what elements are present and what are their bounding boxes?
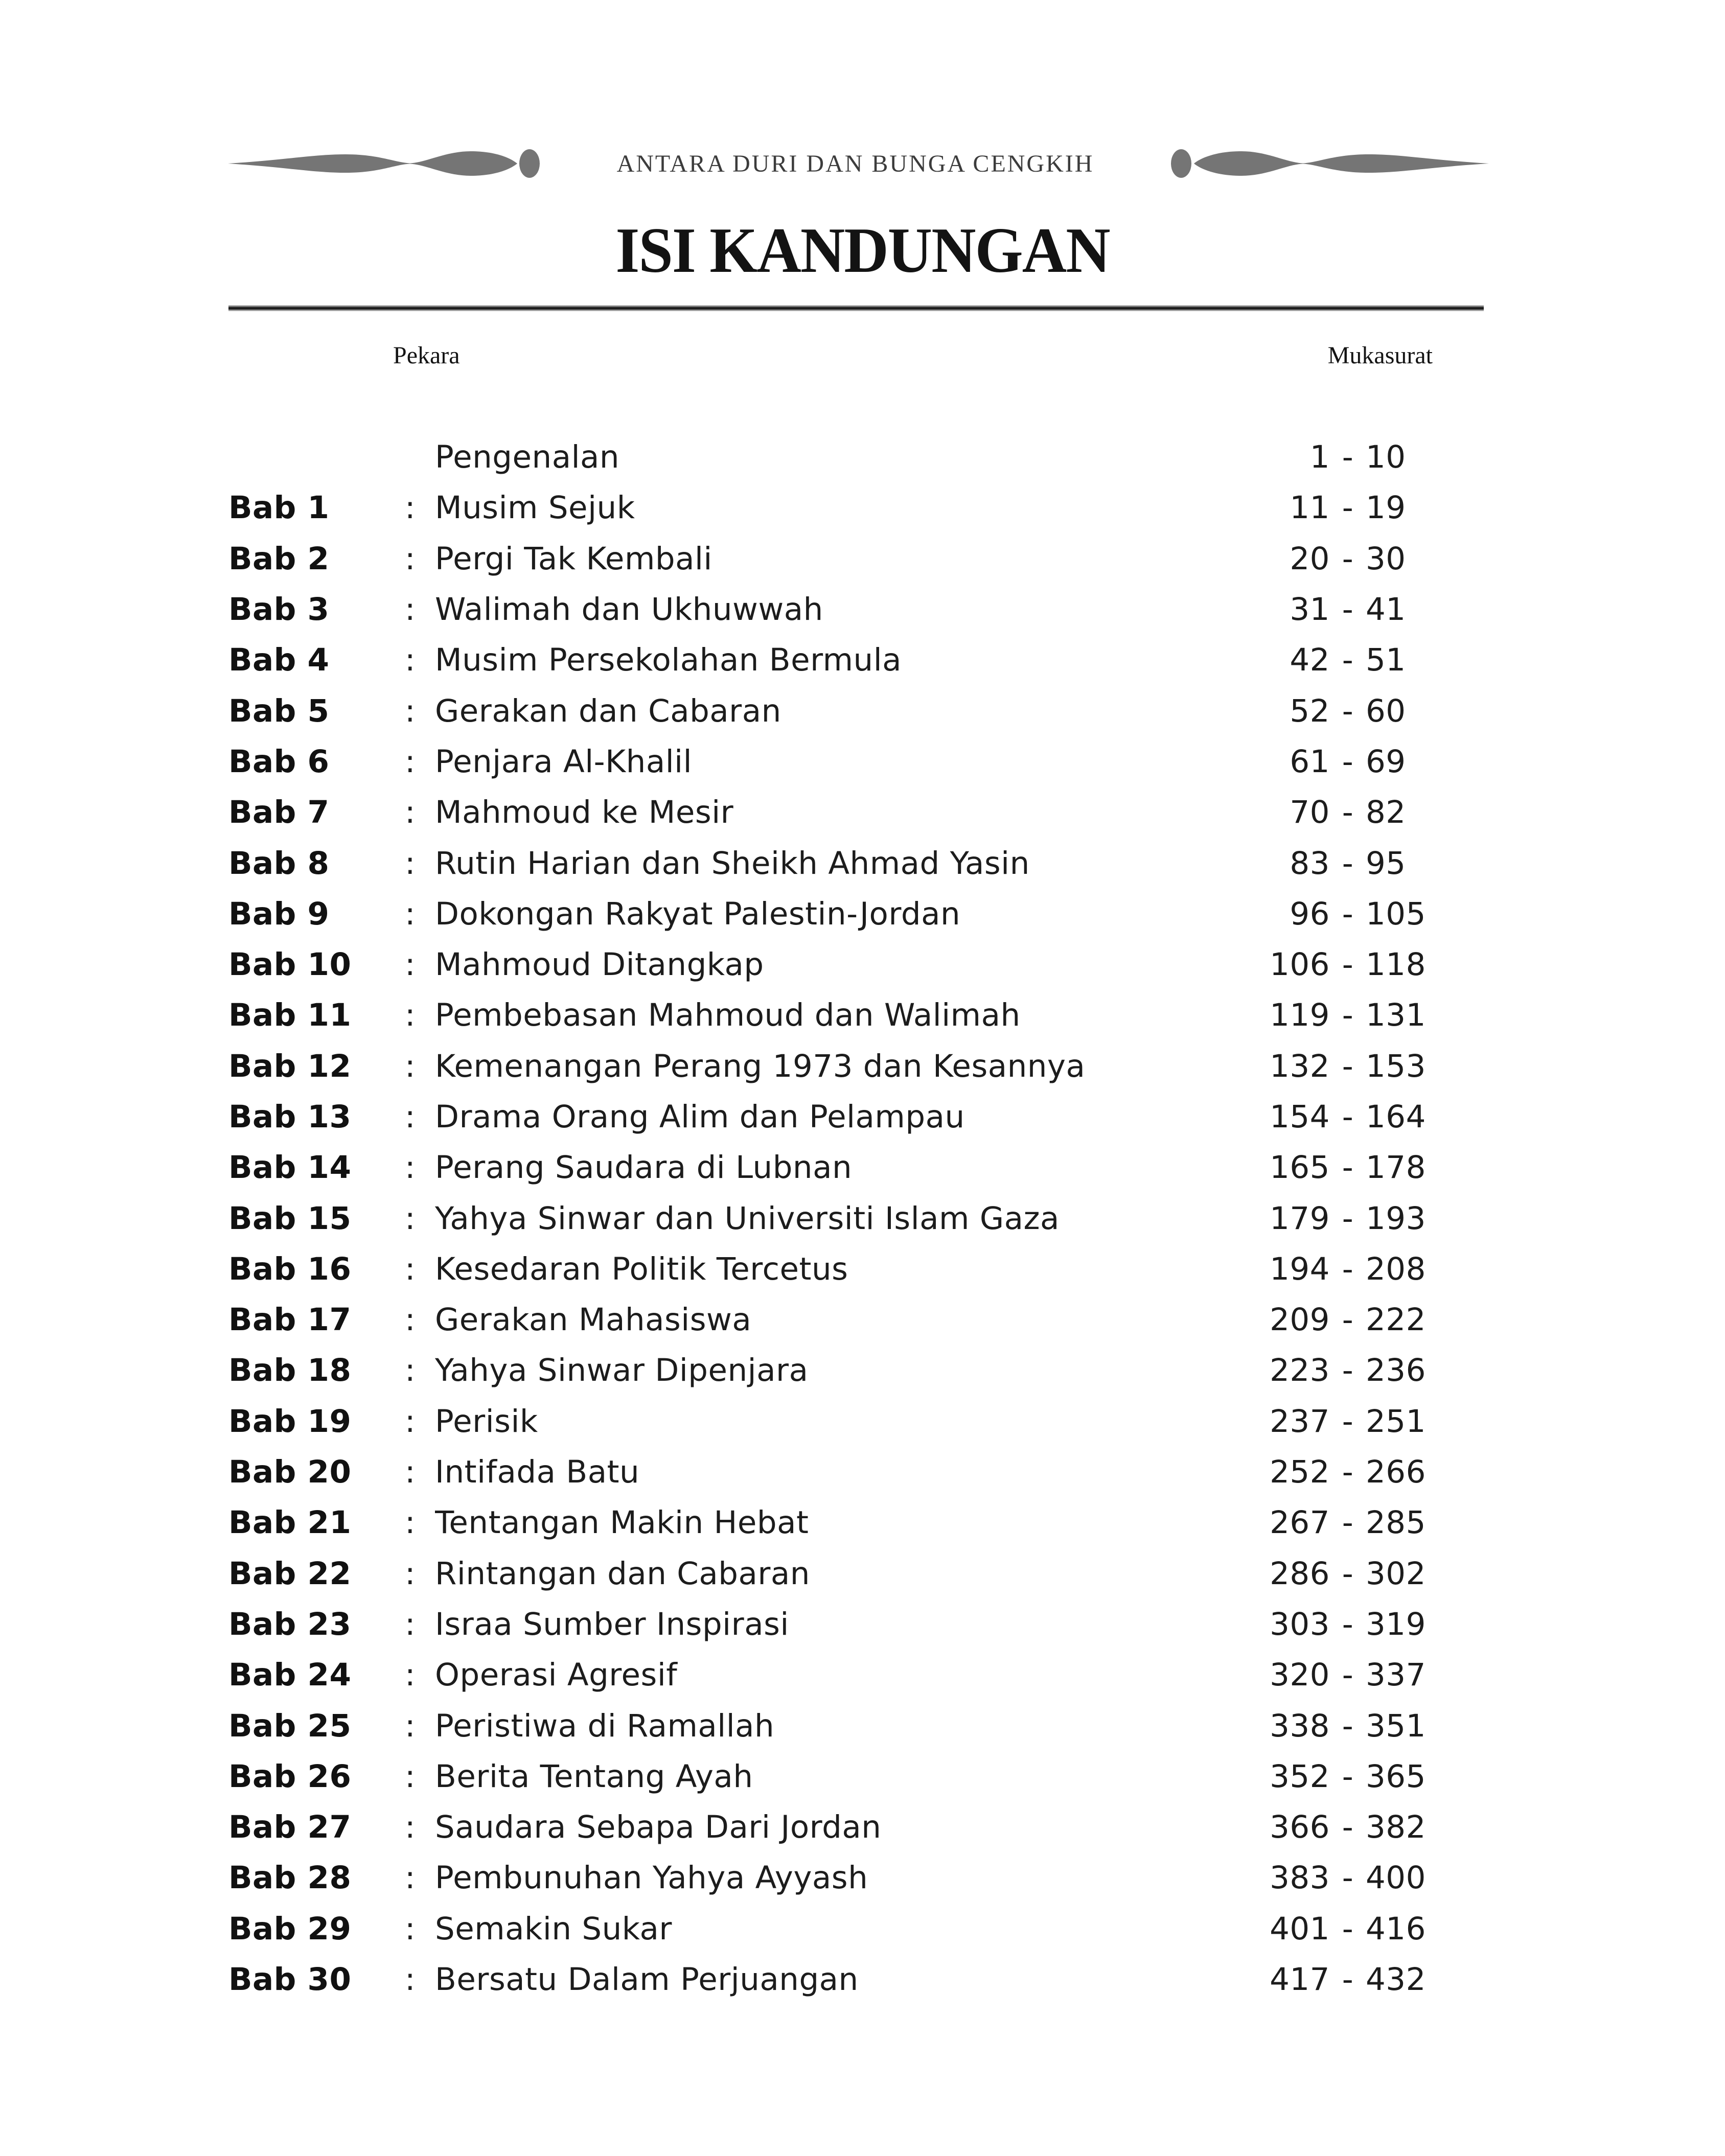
page-start: 119 — [1270, 997, 1330, 1034]
chapter-label: Bab 18 — [228, 1352, 352, 1389]
chapter-colon: : — [405, 540, 416, 577]
page-end: 319 — [1366, 1606, 1426, 1642]
chapter-title: Berita Tentang Ayah — [435, 1758, 753, 1795]
chapter-colon: : — [405, 1657, 416, 1694]
chapter-title: Musim Sejuk — [435, 490, 635, 526]
page-range — [1240, 896, 1455, 932]
chapter-title: Yahya Sinwar dan Universiti Islam Gaza — [435, 1200, 1060, 1237]
toc-row — [228, 1041, 1455, 1092]
page-end: 82 — [1366, 794, 1406, 831]
page-start: 1 — [1309, 439, 1330, 476]
chapter-title: Perisik — [435, 1403, 538, 1440]
page-dash: - — [1342, 997, 1354, 1034]
chapter-colon: : — [405, 1961, 416, 1998]
page-range — [1240, 1048, 1455, 1084]
chapter-colon: : — [405, 490, 416, 526]
chapter-title: Peristiwa di Ramallah — [435, 1707, 775, 1744]
chapter-colon: : — [405, 845, 416, 882]
chapter-title: Walimah dan Ukhuwwah — [435, 591, 823, 628]
chapter-title: Dokongan Rakyat Palestin-Jordan — [435, 895, 961, 932]
chapter-title: Rutin Harian dan Sheikh Ahmad Yasin — [435, 845, 1030, 882]
chapter-label: Bab 3 — [228, 591, 330, 628]
chapter-colon: : — [405, 1149, 416, 1186]
page-end: 178 — [1366, 1149, 1426, 1186]
chapter-colon: : — [405, 1302, 416, 1338]
page-dash: - — [1342, 743, 1354, 780]
page-start: 401 — [1270, 1910, 1330, 1947]
chapter-title: Bersatu Dalam Perjuangan — [435, 1961, 859, 1998]
page-range — [1240, 1352, 1455, 1388]
page-range — [1240, 1556, 1455, 1592]
page-range — [1240, 541, 1455, 577]
chapter-colon: : — [405, 1048, 416, 1084]
page-end: 10 — [1366, 439, 1406, 476]
chapter-label: Bab 19 — [228, 1403, 352, 1440]
page-start: 303 — [1270, 1606, 1330, 1642]
page-dash: - — [1342, 692, 1354, 729]
page-start: 209 — [1270, 1302, 1330, 1338]
page-start: 96 — [1290, 895, 1330, 932]
page-range — [1240, 1454, 1455, 1490]
page-end: 416 — [1366, 1910, 1426, 1947]
chapter-colon: : — [405, 1860, 416, 1896]
chapter-title: Rintangan dan Cabaran — [435, 1555, 810, 1592]
page-end: 285 — [1366, 1504, 1426, 1541]
toc-row — [228, 1447, 1455, 1497]
chapter-title: Tentangan Makin Hebat — [435, 1504, 809, 1541]
chapter-colon: : — [405, 1454, 416, 1491]
chapter-label: Bab 1 — [228, 490, 330, 526]
chapter-colon: : — [405, 1250, 416, 1287]
chapter-label: Bab 7 — [228, 794, 330, 831]
column-header-page: Mukasurat — [1327, 342, 1433, 369]
page-dash: - — [1342, 1910, 1354, 1947]
page-range — [1240, 1403, 1455, 1440]
page-start: 83 — [1290, 845, 1330, 882]
page-dash: - — [1342, 1657, 1354, 1694]
chapter-colon: : — [405, 1200, 416, 1237]
chapter-colon: : — [405, 895, 416, 932]
page-start: 154 — [1270, 1099, 1330, 1135]
chapter-label: Bab 12 — [228, 1048, 352, 1084]
chapter-label: Bab 25 — [228, 1707, 352, 1744]
page-range — [1240, 946, 1455, 983]
page-range — [1240, 1149, 1455, 1186]
chapter-label: Bab 24 — [228, 1657, 352, 1694]
chapter-title: Pembunuhan Yahya Ayyash — [435, 1860, 868, 1896]
page-start: 11 — [1290, 490, 1330, 526]
chapter-label: Bab 30 — [228, 1961, 352, 1998]
chapter-colon: : — [405, 946, 416, 983]
page-range — [1240, 693, 1455, 729]
page-range — [1240, 439, 1455, 475]
chapter-label: Bab 6 — [228, 743, 330, 780]
page-end: 51 — [1366, 642, 1406, 679]
page-start: 194 — [1270, 1250, 1330, 1287]
page-range — [1240, 1200, 1455, 1237]
chapter-colon: : — [405, 997, 416, 1034]
chapter-title: Musim Persekolahan Bermula — [435, 642, 902, 679]
chapter-colon: : — [405, 1403, 416, 1440]
toc-row — [228, 889, 1455, 939]
page-start: 42 — [1290, 642, 1330, 679]
chapter-label: Bab 28 — [228, 1860, 352, 1896]
page-end: 193 — [1366, 1200, 1426, 1237]
page-end: 382 — [1366, 1809, 1426, 1846]
page-end: 351 — [1366, 1707, 1426, 1744]
page-range — [1240, 1606, 1455, 1642]
chapter-label: Bab 14 — [228, 1149, 352, 1186]
page-end: 337 — [1366, 1657, 1426, 1694]
chapter-colon: : — [405, 1758, 416, 1795]
page-dash: - — [1342, 1149, 1354, 1186]
chapter-title: Intifada Batu — [435, 1454, 640, 1491]
toc-row — [228, 584, 1455, 635]
page-dash: - — [1342, 794, 1354, 831]
toc-row — [228, 1345, 1455, 1396]
chapter-label: Bab 17 — [228, 1302, 352, 1338]
chapter-title: Perang Saudara di Lubnan — [435, 1149, 853, 1186]
page-end: 400 — [1366, 1860, 1426, 1896]
chapter-label: Bab 8 — [228, 845, 330, 882]
page-range — [1240, 591, 1455, 628]
chapter-title: Mahmoud Ditangkap — [435, 946, 764, 983]
page-start: 52 — [1290, 692, 1330, 729]
chapter-colon: : — [405, 1555, 416, 1592]
toc-row — [228, 1193, 1455, 1243]
page-range — [1240, 1302, 1455, 1338]
toc-row — [228, 482, 1455, 533]
chapter-label: Bab 4 — [228, 642, 330, 679]
page-end: 266 — [1366, 1454, 1426, 1491]
page-start: 179 — [1270, 1200, 1330, 1237]
toc-row — [228, 939, 1455, 990]
page-dash: - — [1342, 1454, 1354, 1491]
chapter-colon: : — [405, 591, 416, 628]
chapter-colon: : — [405, 1099, 416, 1135]
toc-row — [228, 1548, 1455, 1599]
toc-row — [228, 787, 1455, 838]
page-start: 252 — [1270, 1454, 1330, 1491]
chapter-colon: : — [405, 1504, 416, 1541]
page-end: 208 — [1366, 1250, 1426, 1287]
chapter-label: Bab 29 — [228, 1910, 352, 1947]
page-end: 69 — [1366, 743, 1406, 780]
toc-row — [228, 1294, 1455, 1345]
chapter-colon: : — [405, 642, 416, 679]
page-range — [1240, 845, 1455, 882]
page-dash: - — [1342, 1099, 1354, 1135]
page-dash: - — [1342, 1606, 1354, 1642]
page-dash: - — [1342, 591, 1354, 628]
toc-row — [228, 1852, 1455, 1903]
page-start: 106 — [1270, 946, 1330, 983]
chapter-colon: : — [405, 1352, 416, 1389]
page-start: 223 — [1270, 1352, 1330, 1389]
page-end: 251 — [1366, 1403, 1426, 1440]
chapter-label: Bab 9 — [228, 895, 330, 932]
column-header-item: Pekara — [393, 342, 460, 369]
page-dash: - — [1342, 946, 1354, 983]
chapter-colon: : — [405, 1910, 416, 1947]
ornament-right-icon — [1170, 148, 1490, 179]
page-end: 153 — [1366, 1048, 1426, 1084]
toc-list — [228, 432, 1455, 2005]
chapter-title: Drama Orang Alim dan Pelampau — [435, 1099, 965, 1135]
page-range — [1240, 1758, 1455, 1795]
chapter-title: Kemenangan Perang 1973 dan Kesannya — [435, 1048, 1086, 1084]
page-start: 352 — [1270, 1758, 1330, 1795]
chapter-title: Israa Sumber Inspirasi — [435, 1606, 789, 1642]
page-end: 236 — [1366, 1352, 1426, 1389]
page-dash: - — [1342, 1048, 1354, 1084]
chapter-title: Gerakan dan Cabaran — [435, 692, 781, 729]
page-start: 237 — [1270, 1403, 1330, 1440]
page-start: 286 — [1270, 1555, 1330, 1592]
page-end: 60 — [1366, 692, 1406, 729]
chapter-colon: : — [405, 743, 416, 780]
page-dash: - — [1342, 1200, 1354, 1237]
chapter-label: Bab 20 — [228, 1454, 352, 1491]
page-dash: - — [1342, 1758, 1354, 1795]
chapter-title: Operasi Agresif — [435, 1657, 678, 1694]
page-dash: - — [1342, 490, 1354, 526]
toc-row — [228, 736, 1455, 787]
page-range — [1240, 1099, 1455, 1135]
page-end: 432 — [1366, 1961, 1426, 1998]
page-range — [1240, 794, 1455, 830]
page-start: 267 — [1270, 1504, 1330, 1541]
toc-row — [228, 685, 1455, 736]
page-end: 164 — [1366, 1099, 1426, 1135]
chapter-title: Yahya Sinwar Dipenjara — [435, 1352, 809, 1389]
chapter-label: Bab 13 — [228, 1099, 352, 1135]
toc-row — [228, 1396, 1455, 1447]
chapter-title: Gerakan Mahasiswa — [435, 1302, 752, 1338]
page-dash: - — [1342, 1961, 1354, 1998]
page-end: 95 — [1366, 845, 1406, 882]
page-dash: - — [1342, 1302, 1354, 1338]
toc-row — [228, 1954, 1455, 2005]
toc-row — [228, 635, 1455, 685]
chapter-label: Bab 10 — [228, 946, 352, 983]
toc-row — [228, 432, 1455, 482]
chapter-label: Bab 21 — [228, 1504, 352, 1541]
page-range — [1240, 1251, 1455, 1287]
running-title: ANTARA DURI DAN BUNGA CENGKIH — [616, 150, 1094, 177]
title-rule — [228, 305, 1484, 311]
page-header — [227, 145, 1490, 182]
page-dash: - — [1342, 1555, 1354, 1592]
toc-row — [228, 1751, 1455, 1802]
chapter-colon: : — [405, 692, 416, 729]
page-title: ISI KANDUNGAN — [615, 215, 1110, 286]
page-dash: - — [1342, 1403, 1354, 1440]
page-range — [1240, 1504, 1455, 1541]
page-dash: - — [1342, 895, 1354, 932]
toc-row — [228, 990, 1455, 1040]
page-range — [1240, 1708, 1455, 1744]
chapter-label: Bab 22 — [228, 1555, 352, 1592]
page-dash: - — [1342, 1860, 1354, 1896]
page-range — [1240, 1809, 1455, 1845]
chapter-title: Semakin Sukar — [435, 1910, 672, 1947]
page-start: 338 — [1270, 1707, 1330, 1744]
toc-row — [228, 1142, 1455, 1193]
chapter-label: Bab 11 — [228, 997, 352, 1034]
page-start: 165 — [1270, 1149, 1330, 1186]
page-end: 41 — [1366, 591, 1406, 628]
ornament-left-icon — [227, 148, 540, 179]
chapter-colon: : — [405, 794, 416, 831]
page-range — [1240, 1961, 1455, 1998]
chapter-label: Bab 26 — [228, 1758, 352, 1795]
page-start: 320 — [1270, 1657, 1330, 1694]
page-start: 20 — [1290, 540, 1330, 577]
chapter-label: Bab 15 — [228, 1200, 352, 1237]
page-end: 118 — [1366, 946, 1426, 983]
page-range — [1240, 1860, 1455, 1896]
page-dash: - — [1342, 540, 1354, 577]
chapter-title: Penjara Al-Khalil — [435, 743, 693, 780]
toc-row — [228, 1904, 1455, 1954]
page-dash: - — [1342, 1250, 1354, 1287]
chapter-label: Bab 2 — [228, 540, 330, 577]
chapter-label: Bab 23 — [228, 1606, 352, 1642]
page-start: 31 — [1290, 591, 1330, 628]
page-end: 222 — [1366, 1302, 1426, 1338]
chapter-title: Pengenalan — [435, 439, 620, 476]
chapter-title: Pembebasan Mahmoud dan Walimah — [435, 997, 1021, 1034]
page-start: 366 — [1270, 1809, 1330, 1846]
toc-row — [228, 1092, 1455, 1142]
toc-row — [228, 1700, 1455, 1751]
page-start: 70 — [1290, 794, 1330, 831]
page-start: 417 — [1270, 1961, 1330, 1998]
page-end: 19 — [1366, 490, 1406, 526]
chapter-title: Kesedaran Politik Tercetus — [435, 1250, 848, 1287]
toc-row — [228, 1599, 1455, 1650]
page-dash: - — [1342, 1707, 1354, 1744]
toc-row — [228, 534, 1455, 584]
toc-row — [228, 1650, 1455, 1700]
page-range — [1240, 1911, 1455, 1947]
page-range — [1240, 490, 1455, 526]
chapter-label: Bab 27 — [228, 1809, 352, 1846]
chapter-title: Mahmoud ke Mesir — [435, 794, 734, 831]
chapter-label: Bab 5 — [228, 692, 330, 729]
chapter-colon: : — [405, 1606, 416, 1642]
page-dash: - — [1342, 439, 1354, 476]
toc-row — [228, 1802, 1455, 1852]
toc-row — [228, 838, 1455, 888]
toc-row — [228, 1244, 1455, 1294]
page-range — [1240, 997, 1455, 1033]
column-headers — [228, 341, 1455, 374]
chapter-label: Bab 16 — [228, 1250, 352, 1287]
page-end: 365 — [1366, 1758, 1426, 1795]
page-range — [1240, 744, 1455, 780]
page-range — [1240, 1657, 1455, 1693]
page-dash: - — [1342, 642, 1354, 679]
page-range — [1240, 642, 1455, 678]
page-start: 383 — [1270, 1860, 1330, 1896]
page-dash: - — [1342, 1809, 1354, 1846]
page-dash: - — [1342, 1504, 1354, 1541]
chapter-title: Saudara Sebapa Dari Jordan — [435, 1809, 882, 1846]
page-dash: - — [1342, 845, 1354, 882]
chapter-colon: : — [405, 1707, 416, 1744]
page-dash: - — [1342, 1352, 1354, 1389]
chapter-colon: : — [405, 1809, 416, 1846]
page-start: 61 — [1290, 743, 1330, 780]
page-end: 302 — [1366, 1555, 1426, 1592]
page-end: 30 — [1366, 540, 1406, 577]
page-end: 105 — [1366, 895, 1426, 932]
chapter-title: Pergi Tak Kembali — [435, 540, 712, 577]
toc-row — [228, 1497, 1455, 1548]
page-start: 132 — [1270, 1048, 1330, 1084]
page-end: 131 — [1366, 997, 1426, 1034]
